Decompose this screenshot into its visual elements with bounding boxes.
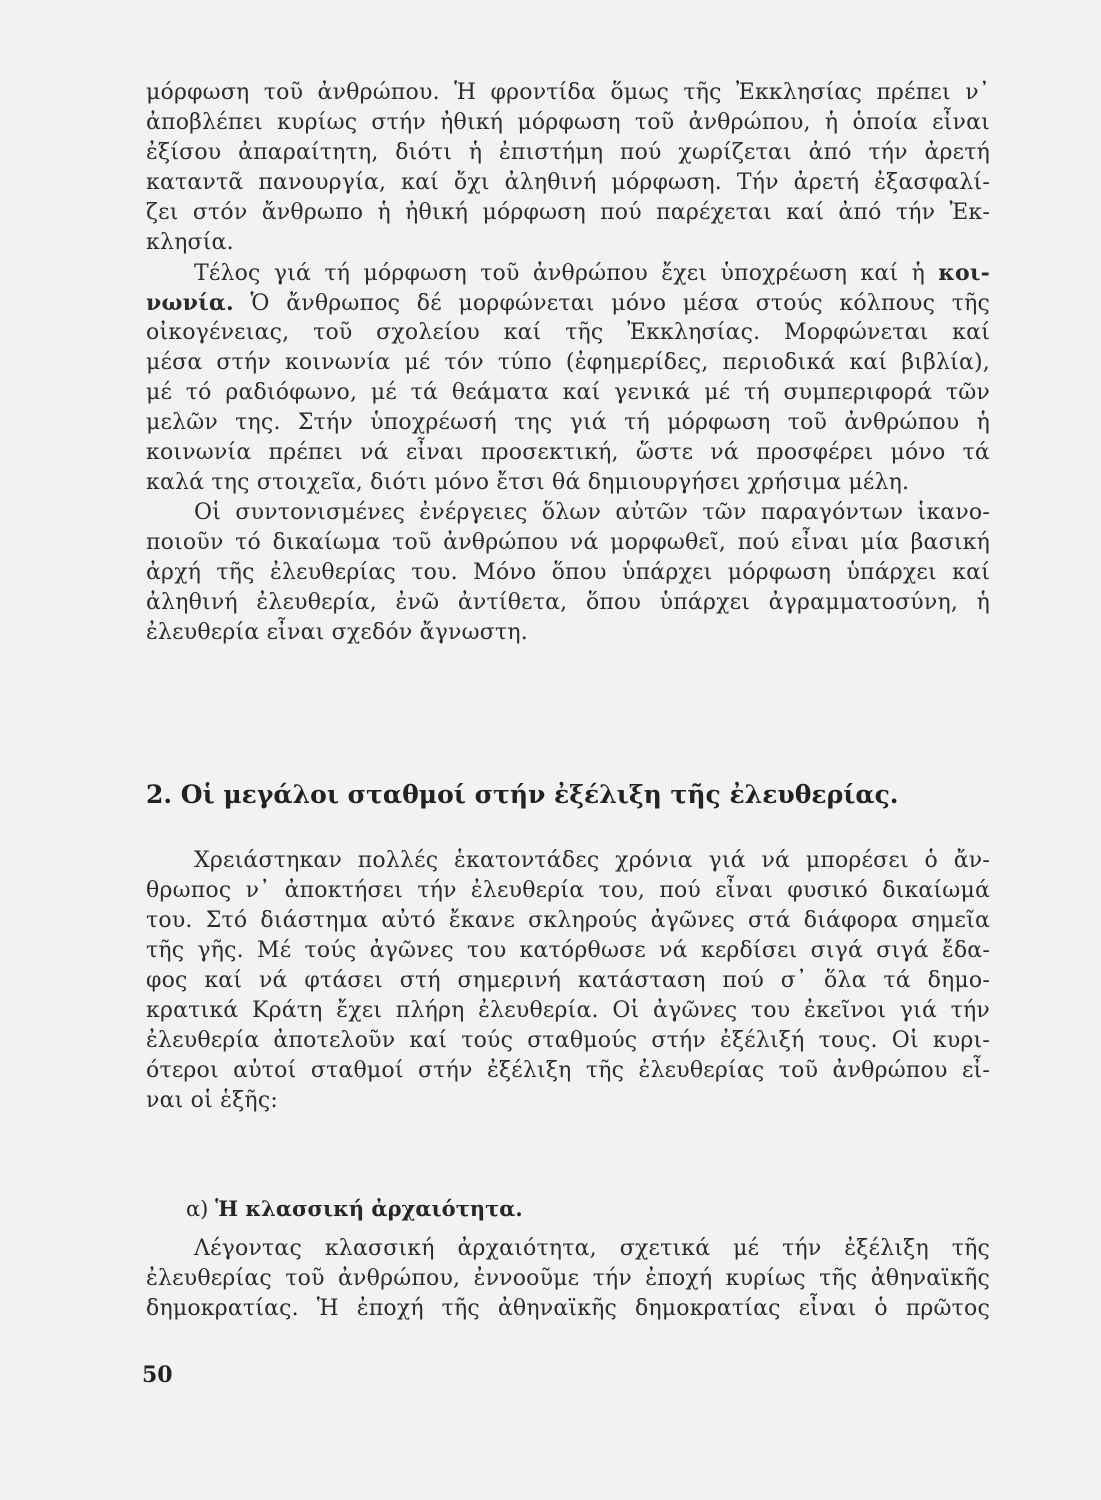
text-run: Τέλος γιά τή μόρφωση τοῦ ἀνθρώπου ἔχει ὑποχρέωση καί ἡ bbox=[194, 261, 939, 286]
text-line: μελῶν της. Στήν ὑποχρέωσή της γιά τή μόρφωση τοῦ ἀνθρώπου ἡ bbox=[146, 410, 990, 435]
section-heading: 2. Οἱ μεγάλοι σταθμοί στήν ἐξέλιξη τῆς ἐλευθερίας. bbox=[146, 780, 899, 809]
text-line: ότεροι αὐτοί σταθμοί στήν ἐξέλιξη τῆς ἐλευθερίας τοῦ ἀνθρώπου εἶ- bbox=[146, 1058, 990, 1083]
text-line: ἀποβλέπει κυρίως στήν ἠθική μόρφωση τοῦ ἀνθρώπου, ἡ ὁποία εἶναι bbox=[146, 110, 990, 135]
text-line: ζει στόν ἄνθρωπο ἡ ἠθική μόρφωση πού παρέχεται καί ἀπό τήν Ἐκ- bbox=[146, 200, 990, 225]
text-line: μόρφωση τοῦ ἀνθρώπου. Ἡ φροντίδα ὅμως τῆς Ἐκκλησίας πρέπει ν᾽ bbox=[146, 80, 990, 105]
text-line: κλησία. bbox=[146, 230, 234, 255]
text-line: Λέγοντας κλασσική ἀρχαιότητα, σχετικά μέ τήν ἐξέλιξη τῆς bbox=[194, 1236, 990, 1261]
bold-term: νωνία. bbox=[146, 290, 234, 316]
text-line: καλά της στοιχεῖα, διότι μόνο ἔτσι θά δημιουργήσει χρήσιμα μέλη. bbox=[146, 470, 910, 495]
paragraph-centuries-struggle bbox=[146, 846, 990, 1116]
text-line: ποιοῦν τό δικαίωμα τοῦ ἀνθρώπου νά μορφωθεῖ, πού εἶναι μία βασική bbox=[146, 530, 990, 555]
text-line: Χρειάστηκαν πολλές ἑκατοντάδες χρόνια γιά νά μπορέσει ὁ ἄν- bbox=[194, 848, 990, 873]
subsection-title: Ἡ κλασσική ἀρχαιότητα. bbox=[215, 1196, 523, 1221]
text-line: τῆς γῆς. Μέ τούς ἀγῶνες του κατόρθωσε νά κερδίσει σιγά σιγά ἔδα- bbox=[146, 938, 990, 963]
text-line: ἐλευθερία εἶναι σχεδόν ἄγνωστη. bbox=[146, 620, 528, 645]
text-line: μέσα στήν κοινωνία μέ τόν τύπο (ἐφημερίδες, περιοδικά καί βιβλία), bbox=[146, 350, 990, 375]
subsection-marker: α) bbox=[186, 1197, 216, 1221]
text-line: φος καί νά φτάσει στή σημερινή κατάσταση πού σ᾽ ὅλα τά δημο- bbox=[146, 968, 990, 993]
text-line: ναι οἱ ἑξῆς: bbox=[146, 1088, 278, 1113]
text-line bbox=[146, 258, 990, 288]
text-line: Οἱ συντονισμένες ἐνέργειες ὅλων αὐτῶν τῶν παραγόντων ἱκανο- bbox=[194, 500, 990, 525]
text-line: δημοκρατίας. Ἡ ἐποχή τῆς ἀθηναϊκῆς δημοκρατίας εἶναι ὁ πρῶτος bbox=[146, 1296, 990, 1321]
text-line bbox=[146, 288, 990, 318]
paragraph-classical-antiquity bbox=[146, 1234, 990, 1324]
text-line: κρατικά Κράτη ἔχει πλήρη ἐλευθερία. Οἱ ἀγῶνες του ἐκεῖνοι γιά τήν bbox=[146, 998, 990, 1023]
text-line: μέ τό ραδιόφωνο, μέ τά θεάματα καί γενικά μέ τή συμπεριφορά τῶν bbox=[146, 380, 990, 405]
text-line: ἐξίσου ἀπαραίτητη, διότι ἡ ἐπιστήμη πού χωρίζεται ἀπό τήν ἀρετή bbox=[146, 140, 990, 165]
text-line: ἐλευθερία ἀποτελοῦν καί τούς σταθμούς στήν ἐξέλιξή τους. Οἱ κυρι- bbox=[146, 1028, 990, 1053]
text-line: θρωπος ν᾽ ἀποκτήσει τήν ἐλευθερία του, πού εἶναι φυσικό δικαίωμά bbox=[146, 878, 990, 903]
text-run: Ὁ ἄνθρωπος δέ μορφώνεται μόνο μέσα στούς κόλπους τῆς bbox=[233, 291, 990, 316]
text-line: ἐλευθερίας τοῦ ἀνθρώπου, ἐννοοῦμε τήν ἐποχή κυρίως τῆς ἀθηναϊκῆς bbox=[146, 1266, 990, 1291]
text-line: κοινωνία πρέπει νά εἶναι προσεκτική, ὥστε νά προσφέρει μόνο τά bbox=[146, 440, 990, 465]
text-line: ἀρχή τῆς ἐλευθερίας του. Μόνο ὅπου ὑπάρχει μόρφωση ὑπάρχει καί bbox=[146, 560, 990, 585]
bold-term: κοι- bbox=[938, 260, 990, 286]
page-number: 50 bbox=[142, 1362, 173, 1388]
text-line: οἰκογένειας, τοῦ σχολείου καί τῆς Ἐκκλησίας. Μορφώνεται καί bbox=[146, 320, 990, 345]
subsection-heading bbox=[186, 1194, 523, 1224]
text-line: του. Στό διάστημα αὐτό ἔκανε σκληρούς ἀγῶνες στά διάφορα σημεῖα bbox=[146, 908, 990, 933]
text-line: καταντᾶ πανουργία, καί ὄχι ἀληθινή μόρφωση. Τήν ἀρετή ἐξασφαλί- bbox=[146, 170, 990, 195]
text-line: ἀληθινή ἐλευθερία, ἐνῶ ἀντίθετα, ὅπου ὑπάρχει ἀγραμματοσύνη, ἡ bbox=[146, 590, 990, 615]
paragraph-church-education bbox=[146, 78, 990, 648]
